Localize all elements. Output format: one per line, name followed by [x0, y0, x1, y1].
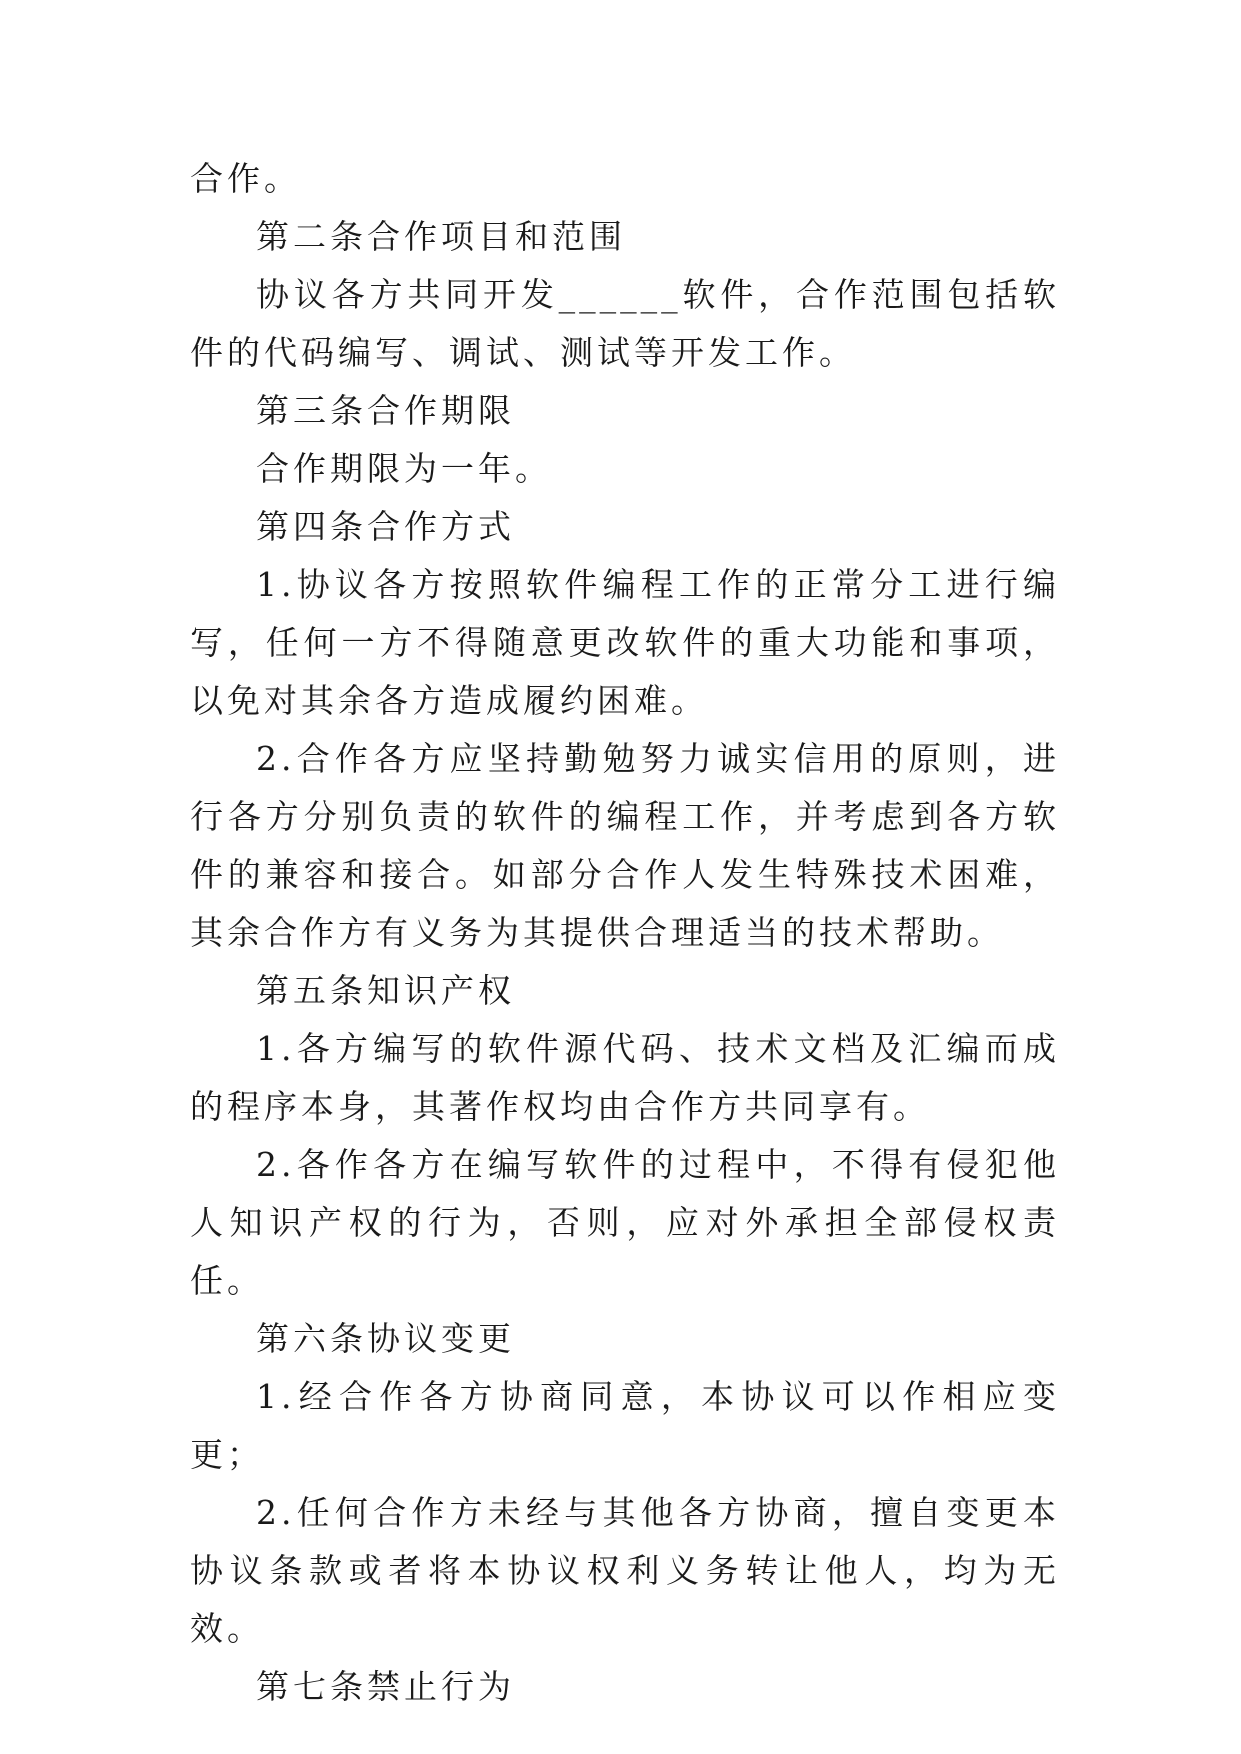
article-5-clause-1: 1.各方编写的软件源代码、技术文档及汇编而成的程序本身，其著作权均由合作方共同享有。	[190, 1029, 1060, 1126]
article-4-heading: 第四条合作方式	[256, 507, 515, 546]
article-6-clause-2: 2.任何合作方未经与其他各方协商，擅自变更本协议条款或者将本协议权利义务转让他人，均为无效。	[190, 1493, 1060, 1648]
article-4-clause-1: 1.协议各方按照软件编程工作的正常分工进行编写，任何一方不得随意更改软件的重大功能和事项，以免对其余各方造成履约困难。	[190, 565, 1060, 720]
article-6-clause-1: 1.经合作各方协商同意，本协议可以作相应变更；	[190, 1377, 1060, 1474]
article-4-clause-2: 2.合作各方应坚持勤勉努力诚实信用的原则，进行各方分别负责的软件的编程工作，并考虑到各方软件的兼容和接合。如部分合作人发生特殊技术困难，其余合作方有义务为其提供合理适当的技术帮助。	[190, 739, 1060, 952]
article-3-body: 合作期限为一年。	[256, 449, 552, 488]
article-5-clause-2: 2.各作各方在编写软件的过程中，不得有侵犯他人知识产权的行为，否则，应对外承担全部侵权责任。	[190, 1145, 1060, 1300]
document-body	[190, 150, 1060, 1716]
article-5-heading: 第五条知识产权	[256, 971, 515, 1010]
article-2-heading: 第二条合作项目和范围	[256, 217, 626, 256]
article-3-heading: 第三条合作期限	[256, 391, 515, 430]
article-6-heading: 第六条协议变更	[256, 1319, 515, 1358]
paragraph-continuation: 合作。	[190, 159, 301, 198]
article-2-body: 协议各方共同开发______软件，合作范围包括软件的代码编写、调试、测试等开发工作。	[190, 275, 1060, 372]
article-7-heading: 第七条禁止行为	[256, 1667, 515, 1706]
